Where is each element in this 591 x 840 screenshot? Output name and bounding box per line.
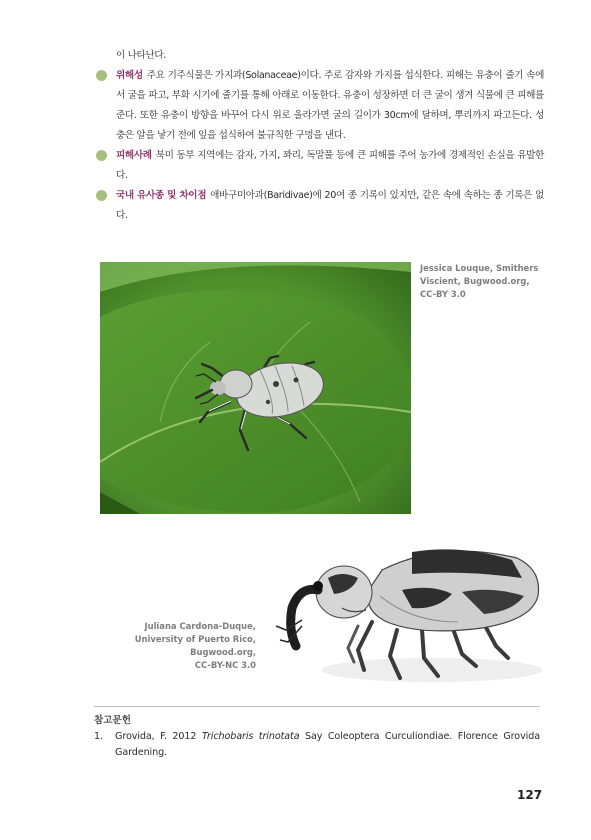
section-keyword: 피해사례 xyxy=(116,150,152,161)
weevil-specimen-photo xyxy=(262,530,546,690)
section-damage-cases xyxy=(94,146,544,186)
section-keyword: 위해성 xyxy=(116,70,143,81)
section-text: 북미 동부 지역에는 감자, 가지, 꽈리, 독말풀 등에 큰 피해를 주어 농가에 경제적인 손실을 유발한다. xyxy=(116,150,544,181)
section-text: 주요 기주식물은 가지과(Solanaceae)이다. 주로 감자와 가지를 섭식한다. 피해는 유충이 줄기 속에서 굴을 파고, 부화 시기에 줄기를 통해 아래로 이동한다. 유충이 성장하면 더 큰 굴이 생겨 식물에 큰 피해를 준다. 또한 유충이 방향을 바꾸어 다시 위로 올라가면 굴의 길이가 30cm에 달하며, 뿌리까지 파고든다. 성충은 알을 낳기 전에 잎을 섭식하여 불규칙한 구멍을 낸다. xyxy=(116,70,544,141)
divider xyxy=(94,706,540,707)
weevil-on-leaf-photo xyxy=(100,262,411,514)
photo-credit: Juliana Cardona-Duque, University of Puerto Rico, Bugwood.org, CC-BY-NC 3.0 xyxy=(134,621,256,670)
bullet-icon xyxy=(96,190,107,201)
section-hazard xyxy=(94,66,544,146)
bullet-icon xyxy=(96,150,107,161)
photo-credit: Jessica Louque, Smithers Viscient, Bugwood.org, CC-BY 3.0 xyxy=(420,263,539,299)
page-number: 127 xyxy=(517,788,543,802)
section-similar-species xyxy=(94,186,544,226)
reference-text: Grovida, F. 2012 Trichobaris trinotata Say Coleoptera Curculiondiae. Florence Grovida Gardening. xyxy=(115,731,540,758)
references-heading: 참고문헌 xyxy=(94,715,132,726)
section-keyword: 국내 유사종 및 차이점 xyxy=(116,190,207,201)
section-text: 애바구미아과(Baridivae)에 20여 종 기록이 있지만, 같은 속에 속하는 종 기록은 없다. xyxy=(116,190,544,221)
reference-number: 1. xyxy=(94,731,103,742)
continued-text: 이 나타난다. xyxy=(116,50,166,61)
body-text xyxy=(94,46,544,226)
reference-entry xyxy=(94,729,540,761)
bullet-icon xyxy=(96,70,107,81)
